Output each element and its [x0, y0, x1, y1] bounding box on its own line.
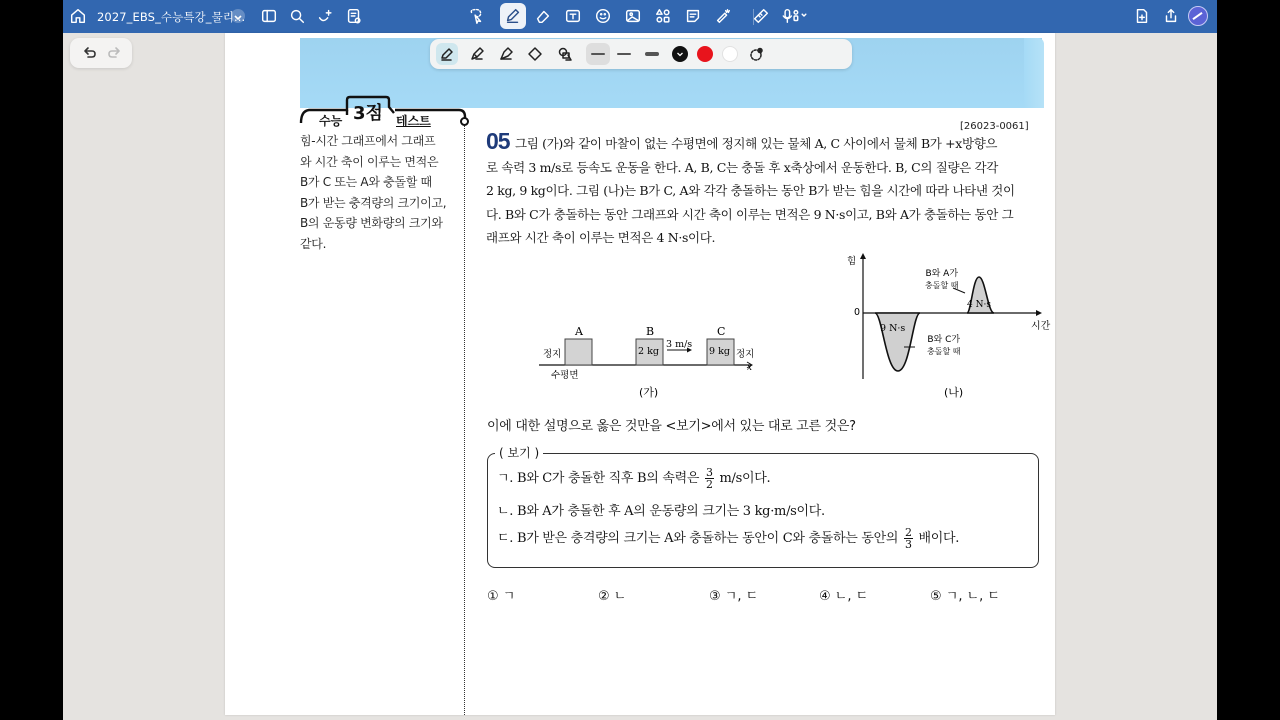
- block-b-label: B: [646, 325, 655, 338]
- audio-record-icon[interactable]: [778, 5, 812, 27]
- line-width-medium[interactable]: [612, 43, 636, 65]
- line-width-thin[interactable]: [586, 43, 610, 65]
- choice-4[interactable]: ④ ㄴ, ㄷ: [819, 589, 869, 604]
- shapes-icon[interactable]: [652, 5, 674, 27]
- block-c-mass: 9 kg: [709, 346, 730, 357]
- tab-label-3jeom: 3점: [353, 103, 383, 124]
- negative-label-line2: 충돌할 때: [927, 347, 961, 356]
- pen-icon[interactable]: [500, 3, 526, 29]
- title-dropdown-icon[interactable]: [231, 9, 245, 23]
- question-text: [486, 132, 1046, 250]
- positive-label-line1: B와 A가: [925, 269, 959, 279]
- image-icon[interactable]: [622, 5, 644, 27]
- figure-ga-caption: (가): [639, 386, 659, 399]
- block-c-state: 정지: [736, 349, 755, 360]
- tab-label-suneung: 수능: [319, 114, 343, 128]
- search-icon[interactable]: [286, 5, 308, 27]
- document-settings-icon[interactable]: [343, 5, 365, 27]
- fraction: [904, 527, 913, 550]
- question-line: 그림 (가)와 같이 마찰이 없는 수평면에 정지해 있는 물체 A, C 사이에서 물체 B가 +x방향으: [515, 136, 998, 151]
- laser-pointer-icon[interactable]: [712, 5, 734, 27]
- block-b-mass: 2 kg: [638, 346, 659, 357]
- bogi-item-nieun: [497, 500, 825, 519]
- home-icon[interactable]: [67, 5, 89, 27]
- column-divider: [464, 126, 465, 715]
- choice-1[interactable]: ① ㄱ: [487, 589, 516, 604]
- bogi-text: B가 받은 충격량의 크기는 A와 충돌하는 동안이 C와 충돌하는 동안의: [516, 531, 899, 546]
- add-page-icon[interactable]: [1131, 5, 1153, 27]
- surface-label: 수평면: [551, 370, 579, 381]
- bogi-text: B와 A가 충돌한 후 A의 운동량의 크기는 3 kg·m/s이다.: [516, 504, 825, 519]
- positive-annotation: [925, 268, 958, 292]
- bogi-marker: ㄴ.: [497, 504, 514, 519]
- app-window: [63, 0, 1217, 720]
- bogi-text: B와 C가 충돌한 직후 B의 속력은: [516, 471, 700, 486]
- note-line: B가 C 또는 A와 충돌할 때: [300, 175, 432, 189]
- color-swatch-white[interactable]: [722, 46, 738, 62]
- line-width-thick[interactable]: [640, 43, 664, 65]
- bogi-item-giyeok: [497, 467, 770, 490]
- frac-num: 3: [705, 466, 713, 479]
- note-line: B가 받는 충격량의 크기이고,: [300, 195, 447, 210]
- eraser-tool-icon[interactable]: [524, 43, 546, 65]
- note-line: B의 운동량 변화량의 크기와: [300, 216, 443, 230]
- sticky-note-icon[interactable]: [682, 5, 704, 27]
- side-note: [300, 131, 450, 254]
- block-a-label: A: [575, 325, 583, 338]
- divider-pin: [460, 117, 469, 126]
- text-box-icon[interactable]: [562, 5, 584, 27]
- negative-label-line1: B와 C가: [927, 335, 961, 345]
- ball-pen-tool-icon[interactable]: [466, 43, 488, 65]
- question-code: [26023-0061]: [960, 121, 1029, 132]
- bogi-marker: ㄷ.: [497, 531, 514, 546]
- frac-den: 2: [705, 478, 713, 491]
- choice-2[interactable]: ② ㄴ: [598, 589, 627, 604]
- x-axis-time-label: 시간: [1031, 321, 1051, 332]
- negative-annotation: [927, 334, 960, 358]
- question-line: 로 속력 3 m/s로 등속도 운동을 한다. A, B, C는 충돌 후 x축상에서 운동한다. B, C의 질량은 각각: [486, 159, 998, 175]
- ai-assist-icon[interactable]: [314, 5, 336, 27]
- positive-label-line2: 충돌할 때: [925, 281, 959, 290]
- x-axis-label: x: [747, 363, 753, 373]
- question-number: 05: [486, 128, 510, 154]
- color-swatch-black[interactable]: [672, 46, 688, 62]
- note-line: 같다.: [300, 236, 327, 251]
- y-axis-label: 힘: [847, 256, 857, 267]
- bogi-item-digeut: [497, 527, 959, 550]
- redo-icon[interactable]: [106, 45, 122, 61]
- question-line: 2 kg, 9 kg이다. 그림 (나)는 B가 C, A와 각각 충돌하는 동안 B가 받는 힘을 시간에 따라 나타낸 것이: [486, 183, 1015, 198]
- note-line: 와 시간 축이 이루는 면적은: [300, 154, 439, 169]
- bogi-text-post: m/s이다.: [719, 471, 771, 486]
- bogi-title: ( 보기 ): [495, 444, 543, 461]
- lasso-select-icon[interactable]: [465, 5, 487, 27]
- question-line: 다. B와 C가 충돌하는 동안 그래프와 시간 축이 이루는 면적은 9 N·s이고, B와 A가 충돌하는 동안 그: [486, 206, 1014, 222]
- color-swatch-red[interactable]: [697, 46, 713, 62]
- question-prompt: 이에 대한 설명으로 옳은 것만을 <보기>에서 있는 대로 고른 것은?: [487, 419, 856, 434]
- undo-icon[interactable]: [82, 45, 98, 61]
- eraser-icon[interactable]: [532, 5, 554, 27]
- positive-area-label: 4 N·s: [967, 300, 991, 310]
- origin-label: 0: [854, 307, 861, 318]
- frac-num: 2: [904, 526, 912, 539]
- block-b-velocity: 3 m/s: [666, 339, 693, 350]
- note-line: 힘-시간 그래프에서 그래프: [300, 134, 436, 148]
- bogi-title-text: 보기: [507, 446, 531, 460]
- document-page: [225, 33, 1055, 715]
- ruler-icon[interactable]: [750, 5, 772, 27]
- top-toolbar: [63, 0, 1217, 33]
- block-c-label: C: [717, 325, 726, 338]
- bogi-marker: ㄱ.: [497, 471, 514, 486]
- undo-redo-pill: [70, 38, 132, 68]
- frac-den: 3: [904, 538, 912, 551]
- figure-na-caption: (나): [944, 386, 964, 399]
- bogi-text-post: 배이다.: [918, 531, 960, 546]
- document-title[interactable]: 2027_EBS_수능특강_물리...: [97, 10, 246, 24]
- profile-avatar[interactable]: [1188, 6, 1208, 26]
- sidebar-toggle-icon[interactable]: [258, 5, 280, 27]
- block-a-state: 정지: [543, 349, 562, 360]
- choice-5[interactable]: ⑤ ㄱ, ㄴ, ㄷ: [930, 589, 1000, 604]
- tab-label-test: 테스트: [396, 114, 431, 128]
- highlighter-tool-icon[interactable]: [495, 43, 517, 65]
- negative-area-label: 9 N·s: [880, 323, 906, 334]
- share-icon[interactable]: [1160, 5, 1182, 27]
- pen-toolbar: [430, 39, 852, 69]
- custom-color-icon[interactable]: [745, 43, 767, 65]
- fountain-pen-tool-icon[interactable]: [436, 43, 458, 65]
- question-line: 래프와 시간 축이 이루는 면적은 4 N·s이다.: [486, 230, 716, 245]
- fraction: [705, 467, 714, 490]
- sticker-icon[interactable]: [592, 5, 614, 27]
- shape-tool-icon[interactable]: [554, 43, 576, 65]
- choice-3[interactable]: ③ ㄱ, ㄷ: [709, 589, 759, 604]
